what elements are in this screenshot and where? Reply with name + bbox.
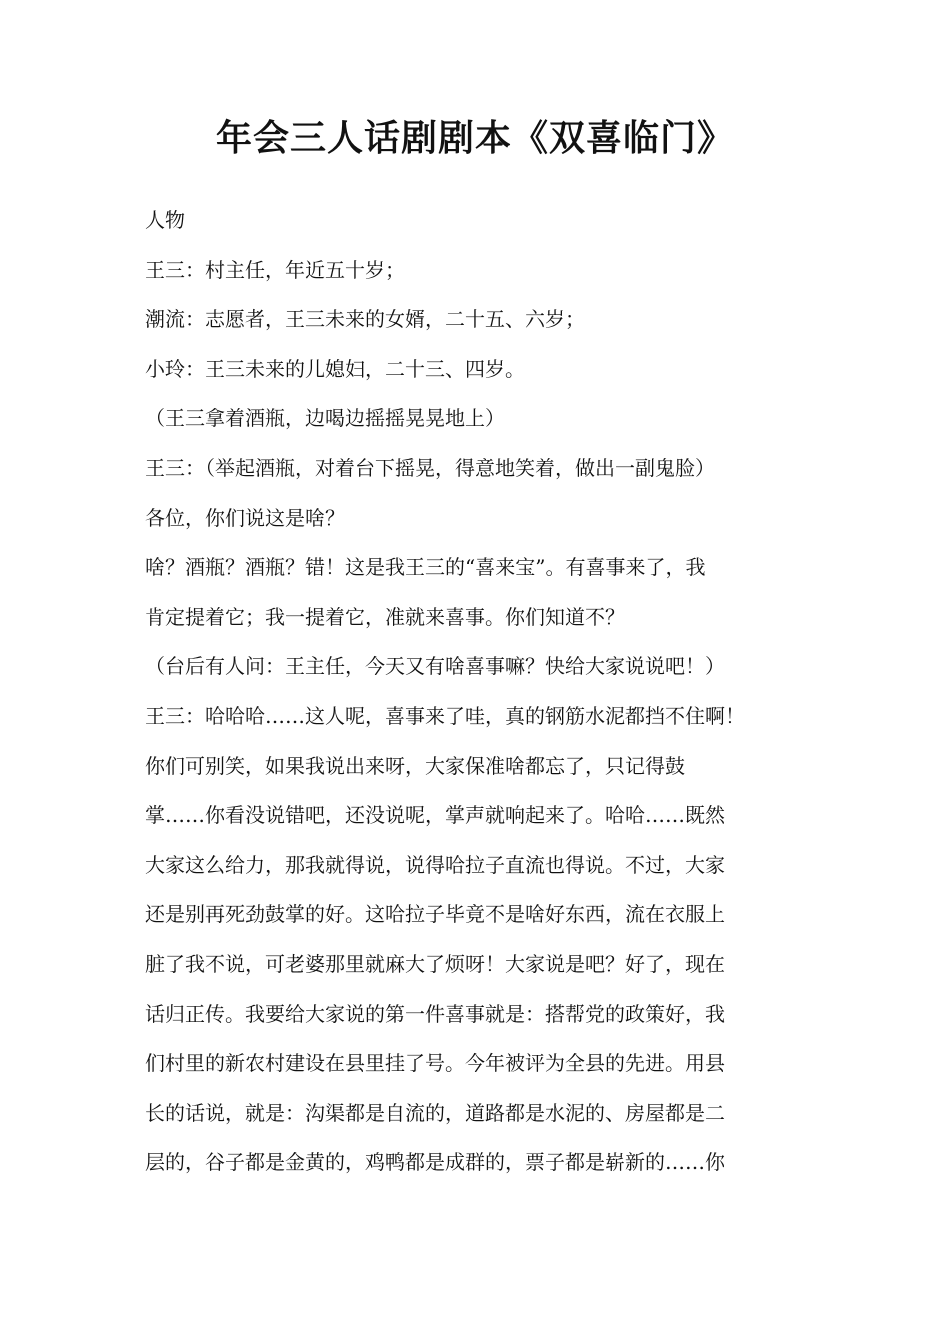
document-body <box>145 196 815 1188</box>
text-line: 层的，谷子都是金黄的，鸡鸭都是成群的，票子都是崭新的……你 <box>145 1150 725 1175</box>
text-line: （王三拿着酒瓶，边喝边摇摇晃晃地上） <box>145 406 505 431</box>
text-line: 掌……你看没说错吧，还没说呢，掌声就响起来了。哈哈……既然 <box>145 803 725 828</box>
text-line: 肯定提着它；我一提着它，准就来喜事。你们知道不？ <box>145 604 625 629</box>
text-line: 大家这么给力，那我就得说，说得哈拉子直流也得说。不过，大家 <box>145 852 725 877</box>
text-line: 还是别再死劲鼓掌的好。这哈拉子毕竟不是啥好东西，流在衣服上 <box>145 902 725 927</box>
text-line: 们村里的新农村建设在县里挂了号。今年被评为全县的先进。用县 <box>145 1051 725 1076</box>
text-line: 长的话说，就是：沟渠都是自流的，道路都是水泥的、房屋都是二 <box>145 1100 725 1125</box>
text-line: 小玲：王三未来的儿媳妇，二十三、四岁。 <box>145 356 525 381</box>
text-line: （台后有人问：王主任，今天又有啥喜事嘛？快给大家说说吧！） <box>145 654 725 679</box>
text-line: 王三：村主任，年近五十岁； <box>145 257 405 282</box>
text-line: 你们可别笑，如果我说出来呀，大家保准啥都忘了，只记得鼓 <box>145 753 685 778</box>
text-line: 脏了我不说，可老婆那里就麻大了烦呀！大家说是吧？好了，现在 <box>145 951 725 976</box>
text-line: 王三：（举起酒瓶，对着台下摇晃，得意地笑着，做出一副鬼脸） <box>145 455 715 480</box>
document-title: 年会三人话剧剧本《双喜临门》 <box>215 117 734 159</box>
text-line: 话归正传。我要给大家说的第一件喜事就是：搭帮党的政策好，我 <box>145 1001 725 1026</box>
text-line: 潮流：志愿者，王三未来的女婿，二十五、六岁； <box>145 307 585 332</box>
text-line: 啥？酒瓶？酒瓶？错！这是我王三的“喜来宝”。有喜事来了，我 <box>145 555 706 580</box>
text-line: 人物 <box>145 208 185 232</box>
text-line: 王三：哈哈哈……这人呢，喜事来了哇，真的钢筋水泥都挡不住啊！ <box>145 703 745 728</box>
text-line: 各位，你们说这是啥？ <box>145 505 345 530</box>
